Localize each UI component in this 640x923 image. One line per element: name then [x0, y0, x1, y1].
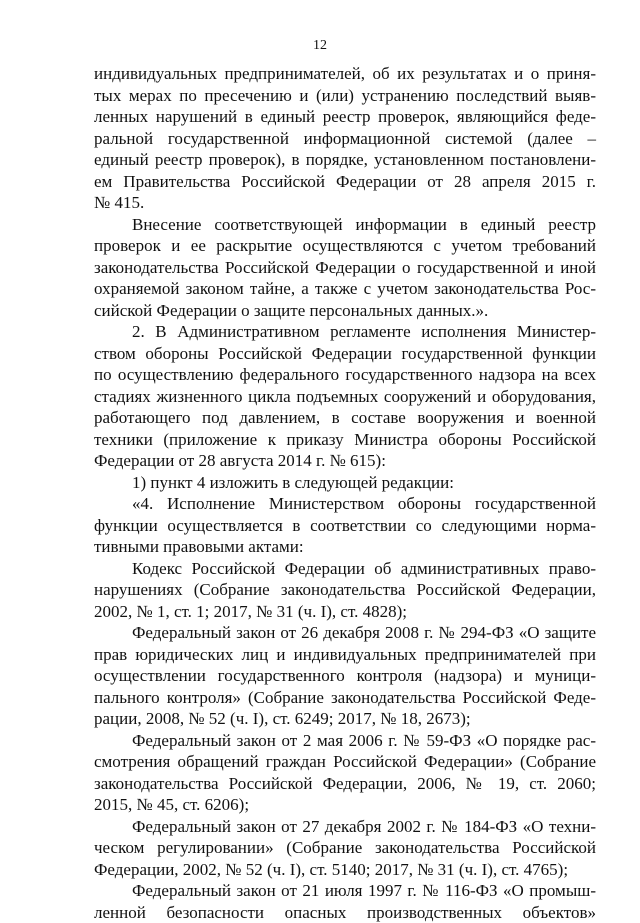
- text-line: проверок и ее раскрытие осуществляются с учетом требований: [94, 235, 596, 257]
- text-line: Федеральный закон от 27 декабря 2002 г. № 184-ФЗ «О техни-: [94, 816, 596, 838]
- text-line: законодательства Российской Федерации о государственной и иной: [94, 257, 596, 279]
- text-line: единый реестр проверок), в порядке, установленном постановлени-: [94, 149, 596, 171]
- text-line: ческом регулировании» (Собрание законодательства Российской: [94, 837, 596, 859]
- text-line: сийской Федерации о защите персональных данных.».: [94, 300, 596, 322]
- text-line: Федеральный закон от 21 июля 1997 г. № 116-ФЗ «О промыш-: [94, 880, 596, 902]
- text-line: рации, 2008, № 52 (ч. I), ст. 6249; 2017, № 18, 2673);: [94, 708, 596, 730]
- body-text: [94, 63, 596, 923]
- text-line: 2002, № 1, ст. 1; 2017, № 31 (ч. I), ст. 4828);: [94, 601, 596, 623]
- text-line: Кодекс Российской Федерации об административных право-: [94, 558, 596, 580]
- text-line: работающего под давлением, в составе вооружения и военной: [94, 407, 596, 429]
- text-line: ем Правительства Российской Федерации от 28 апреля 2015 г.: [94, 171, 596, 193]
- text-line: «4. Исполнение Министерством обороны государственной: [94, 493, 596, 515]
- text-line: индивидуальных предпринимателей, об их результатах и о приня-: [94, 63, 596, 85]
- text-line: тивными правовыми актами:: [94, 536, 596, 558]
- text-line: ством обороны Российской Федерации государственной функции: [94, 343, 596, 365]
- text-line: ральной государственной информационной системой (далее –: [94, 128, 596, 150]
- text-line: Федеральный закон от 26 декабря 2008 г. № 294-ФЗ «О защите: [94, 622, 596, 644]
- text-line: Федеральный закон от 2 мая 2006 г. № 59-ФЗ «О порядке рас-: [94, 730, 596, 752]
- text-line: смотрения обращений граждан Российской Федерации» (Собрание: [94, 751, 596, 773]
- text-line: нарушениях (Собрание законодательства Российской Федерации,: [94, 579, 596, 601]
- text-line: техники (приложение к приказу Министра обороны Российской: [94, 429, 596, 451]
- text-line: 2015, № 45, ст. 6206);: [94, 794, 596, 816]
- text-line: законодательства Российской Федерации, 2006, № 19, ст. 2060;: [94, 773, 596, 795]
- text-line: Федерации, 2002, № 52 (ч. I), ст. 5140; 2017, № 31 (ч. I), ст. 4765);: [94, 859, 596, 881]
- text-line: ленных нарушений в единый реестр проверок, являющийся феде-: [94, 106, 596, 128]
- text-line: № 415.: [94, 192, 596, 214]
- text-line: Федерации от 28 августа 2014 г. № 615):: [94, 450, 596, 472]
- text-line: по осуществлению федерального государственного надзора на всех: [94, 364, 596, 386]
- text-line: 2. В Административном регламенте исполнения Министер-: [94, 321, 596, 343]
- text-line: стадиях жизненного цикла подъемных сооружений и оборудования,: [94, 386, 596, 408]
- text-line: 1) пункт 4 изложить в следующей редакции:: [94, 472, 596, 494]
- text-line: тых мерах по пресечению и (или) устранению последствий выяв-: [94, 85, 596, 107]
- page-number: 12: [0, 38, 640, 54]
- text-line: пального контроля» (Собрание законодательства Российской Феде-: [94, 687, 596, 709]
- text-line: ленной безопасности опасных производственных объектов»: [94, 902, 596, 923]
- text-line: осуществлении государственного контроля (надзора) и муници-: [94, 665, 596, 687]
- text-line: прав юридических лиц и индивидуальных предпринимателей при: [94, 644, 596, 666]
- text-line: охраняемой законом тайне, а также с учетом законодательства Рос-: [94, 278, 596, 300]
- text-line: Внесение соответствующей информации в единый реестр: [94, 214, 596, 236]
- text-line: функции осуществляется в соответствии со следующими норма-: [94, 515, 596, 537]
